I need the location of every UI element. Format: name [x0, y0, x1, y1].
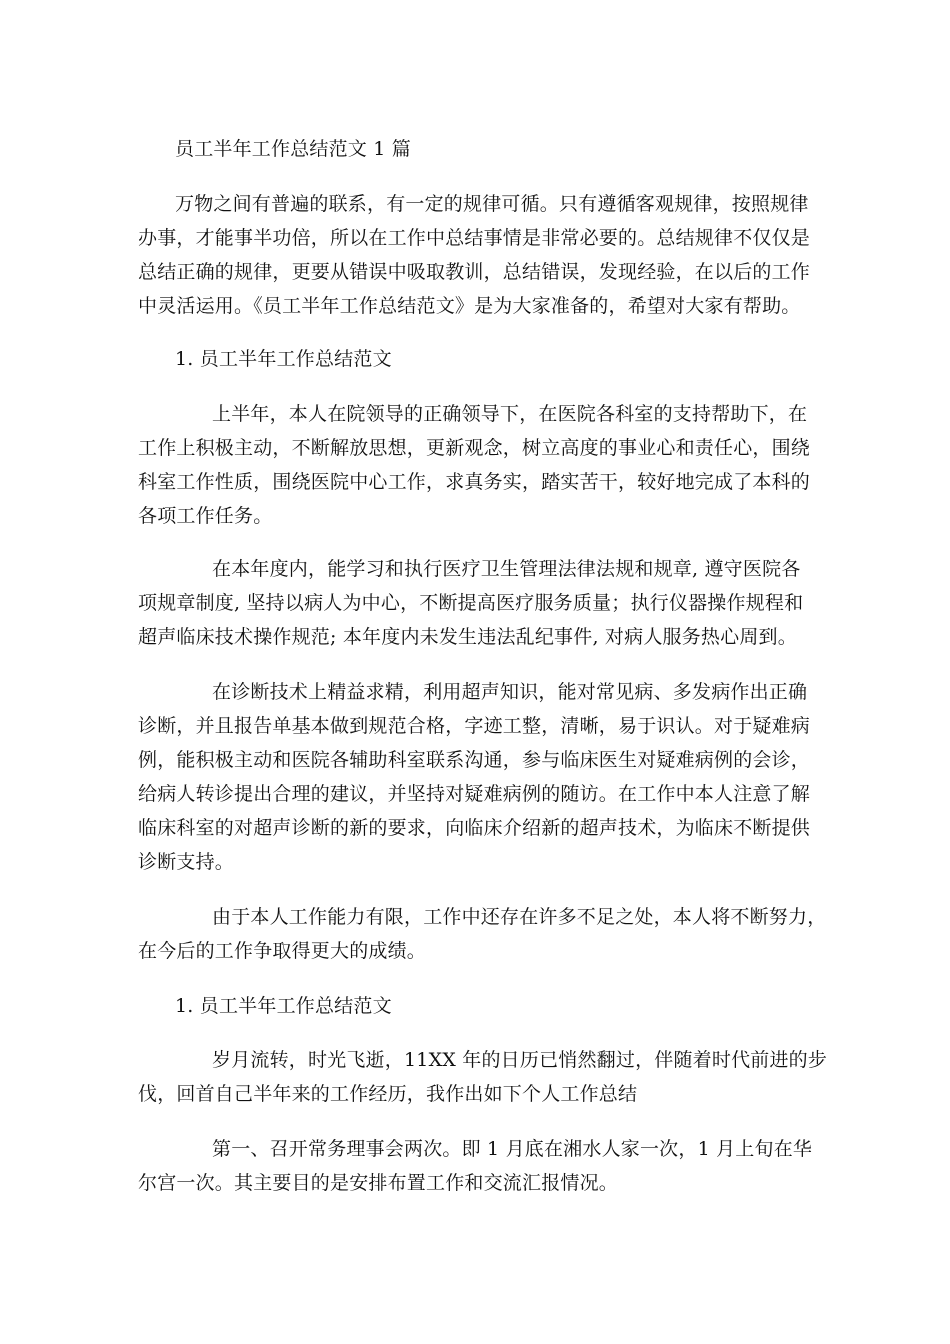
- intro-line: 办事，才能事半功倍，所以在工作中总结事情是非常必要的。总结规律不仅仅是: [138, 227, 811, 249]
- intro-line: 中灵活运用。《员工半年工作总结范文》是为大家准备的，希望对大家有帮助。: [138, 295, 801, 317]
- paragraph-line: 超声临床技术操作规范; 本年度内未发生违法乱纪事件, 对病人服务热心周到。: [138, 626, 797, 648]
- section-heading: 1. 员工半年工作总结范文: [175, 348, 392, 370]
- paragraph-line: 尔宫一次。其主要目的是安排布置工作和交流汇报情况。: [138, 1172, 619, 1194]
- paragraph-line: 例，能积极主动和医院各辅助科室联系沟通，参与临床医生对疑难病例的会诊，: [138, 749, 811, 771]
- intro-line: 总结正确的规律，更要从错误中吸取教训，总结错误，发现经验，在以后的工作: [138, 261, 811, 283]
- paragraph-line: 在今后的工作争取得更大的成绩。: [138, 940, 427, 962]
- paragraph-line: 诊断支持。: [138, 851, 235, 873]
- document-title: 员工半年工作总结范文 1 篇: [175, 138, 411, 160]
- paragraph-line: 工作上积极主动，不断解放思想，更新观念，树立高度的事业心和责任心，围绕: [138, 437, 811, 459]
- paragraph-line: 伐，回首自己半年来的工作经历，我作出如下个人工作总结: [138, 1083, 638, 1105]
- paragraph-line: 在诊断技术上精益求精，利用超声知识，能对常见病、多发病作出正确: [212, 681, 808, 703]
- paragraph-line: 在本年度内，能学习和执行医疗卫生管理法律法规和规章, 遵守医院各: [212, 558, 801, 580]
- paragraph-line: 各项工作任务。: [138, 505, 273, 527]
- paragraph-line: 由于本人工作能力有限，工作中还存在许多不足之处，本人将不断努力，: [212, 906, 827, 928]
- paragraph-line: 给病人转诊提出合理的建议，并坚持对疑难病例的随访。在工作中本人注意了解: [138, 783, 811, 805]
- paragraph-line: 诊断，并且报告单基本做到规范合格，字迹工整，清晰，易于识认。对于疑难病: [138, 715, 811, 737]
- paragraph-line: 上半年，本人在院领导的正确领导下，在医院各科室的支持帮助下，在: [212, 403, 808, 425]
- section-heading: 1. 员工半年工作总结范文: [175, 995, 392, 1017]
- intro-line: 万物之间有普遍的联系，有一定的规律可循。只有遵循客观规律，按照规律: [175, 193, 809, 215]
- paragraph-line: 临床科室的对超声诊断的新的要求，向临床介绍新的超声技术，为临床不断提供: [138, 817, 811, 839]
- paragraph-line: 科室工作性质，围绕医院中心工作，求真务实，踏实苦干，较好地完成了本科的: [138, 471, 811, 493]
- paragraph-line: 岁月流转，时光飞逝，11XX 年的日历已悄然翻过，伴随着时代前进的步: [212, 1049, 828, 1071]
- paragraph-line: 项规章制度, 坚持以病人为中心，不断提高医疗服务质量；执行仪器操作规程和: [138, 592, 804, 614]
- paragraph-line: 第一、召开常务理事会两次。即 1 月底在湘水人家一次，1 月上旬在华: [212, 1138, 813, 1160]
